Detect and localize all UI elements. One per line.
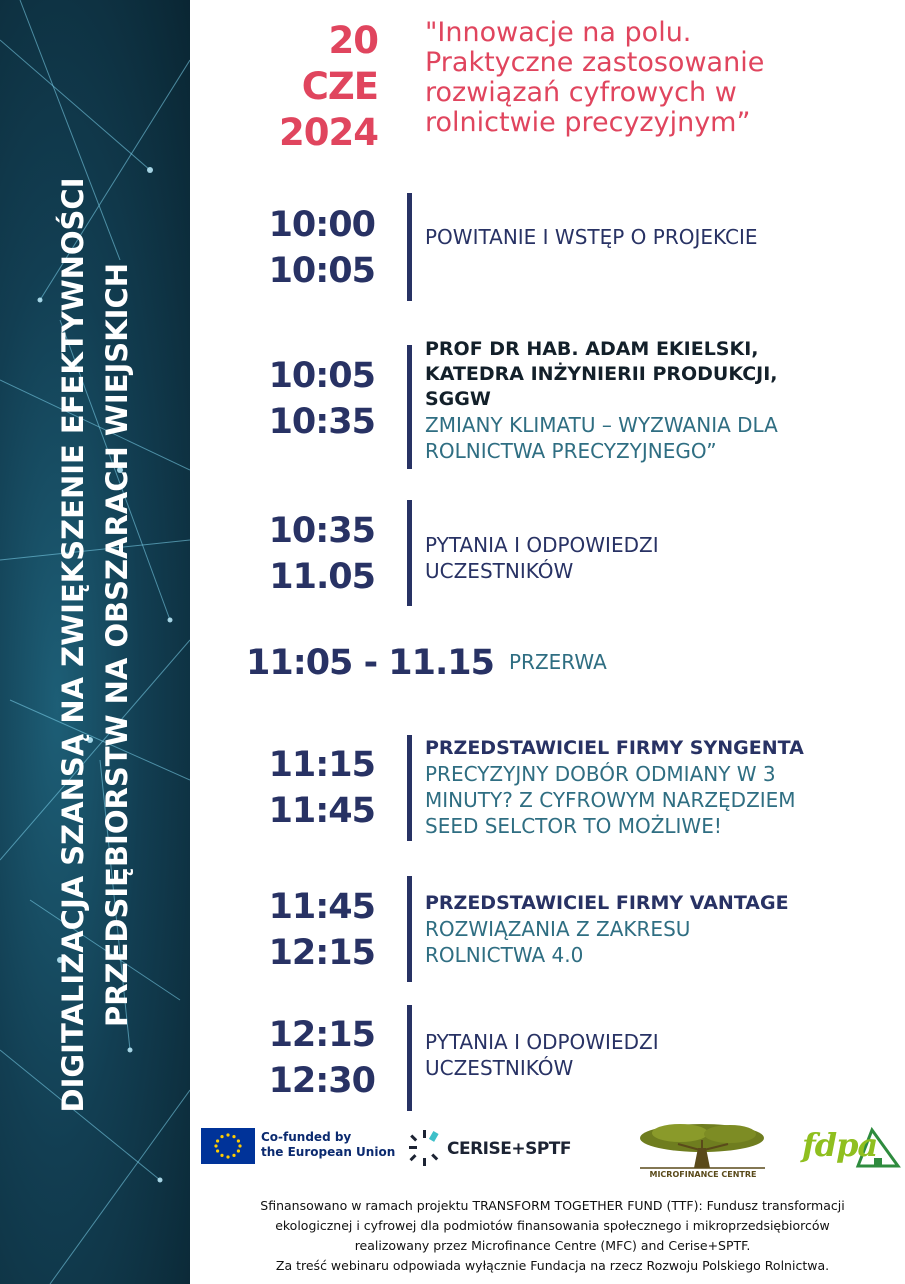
time-end: 11.05: [269, 557, 375, 597]
event-title-line: Praktyczne zastosowanie: [425, 47, 765, 78]
time-start: 11:45: [268, 887, 375, 927]
agenda-time: [215, 742, 375, 834]
time-end: 12:15: [268, 933, 375, 973]
eu-flag-icon: [201, 1128, 255, 1164]
time-start: 11:15: [268, 745, 375, 785]
agenda-text: UCZESTNIKÓW: [425, 1056, 574, 1080]
topic-line: SEED SELCTOR TO MOŻLIWE!: [425, 814, 722, 838]
sidebar-title-line-1: DIGITALIZACJA SZANSĄ NA ZWIĘKSZENIE EFEKTYWNOŚCI: [56, 177, 90, 1113]
topic-line: ZMIANY KLIMATU – WYZWANIA DLA: [425, 413, 778, 437]
topic-line: ROLNICTWA 4.0: [425, 943, 584, 967]
event-title: [425, 18, 895, 138]
footer-line: ekologicznej i cyfrowej dla podmiotów finansowania społecznego i mikroprzedsiębiorców: [275, 1218, 830, 1233]
eu-cofunded-text: [261, 1130, 395, 1160]
agenda-description: [425, 532, 895, 584]
footer-line: realizowany przez Microfinance Centre (MFC) and Cerise+SPTF.: [354, 1238, 751, 1253]
speaker-line: PROF DR HAB. ADAM EKIELSKI,: [425, 338, 759, 360]
funding-footer: [200, 1196, 905, 1276]
event-title-line: "Innowacje na polu.: [425, 17, 692, 48]
event-title-line: rozwiązań cyfrowych w: [425, 77, 737, 108]
speaker-line: PRZEDSTAWICIEL FIRMY VANTAGE: [425, 892, 789, 914]
date-month: CZE: [301, 65, 378, 108]
agenda-text: PYTANIA I ODPOWIEDZI: [425, 533, 659, 557]
agenda-description: [425, 1029, 895, 1081]
eu-text-line: Co-funded by: [261, 1130, 352, 1144]
date-year: 2024: [279, 111, 378, 154]
event-date: [250, 18, 378, 156]
topic-line: PRECYZYJNY DOBÓR ODMIANY W 3: [425, 762, 776, 786]
agenda-description: [425, 735, 895, 839]
time-end: 10:05: [268, 251, 375, 291]
topic-line: ROLNICTWA PRECYZYJNEGO”: [425, 439, 717, 463]
agenda-time: [215, 884, 375, 976]
agenda-time: [215, 202, 375, 294]
agenda-text: POWITANIE I WSTĘP O PROJEKCIE: [425, 225, 758, 249]
topic-line: MINUTY? Z CYFROWYM NARZĘDZIEM: [425, 788, 796, 812]
agenda-divider: [407, 193, 412, 301]
agenda-divider: [407, 876, 412, 982]
time-end: 11:45: [268, 791, 375, 831]
agenda-text: UCZESTNIKÓW: [425, 559, 574, 583]
agenda-divider: [407, 735, 412, 841]
microfinance-logo-text: MICROFINANCE CENTRE: [649, 1170, 757, 1179]
fdpa-logo-text: fdpa: [802, 1126, 878, 1164]
eu-text-line: the European Union: [261, 1145, 396, 1159]
agenda-time: [215, 508, 375, 600]
agenda-divider: [407, 345, 412, 469]
agenda-text: PYTANIA I ODPOWIEDZI: [425, 1030, 659, 1054]
agenda-description: [425, 890, 895, 968]
agenda-description: [425, 224, 895, 250]
sidebar-title: [51, 80, 139, 1210]
agenda-divider: [407, 500, 412, 606]
sidebar-banner: [0, 0, 190, 1284]
agenda-time: [215, 1012, 375, 1104]
footer-line: Sfinansowano w ramach projektu TRANSFORM TOGETHER FUND (TTF): Fundusz transformacji: [260, 1198, 845, 1213]
time-start: 10:00: [268, 205, 375, 245]
sidebar-title-line-2: PRZEDSIĘBIORSTW NA OBSZARACH WIEJSKICH: [100, 262, 134, 1028]
time-start: 12:15: [268, 1015, 375, 1055]
footer-line: Za treść webinaru odpowiada wyłącznie Fundacja na rzecz Rozwoju Polskiego Rolnictwa.: [275, 1258, 830, 1273]
break-time: 11:05 - 11.15: [246, 643, 495, 683]
time-start: 10:05: [268, 356, 375, 396]
time-end: 12:30: [268, 1061, 375, 1101]
agenda-description: [425, 337, 895, 464]
speaker-line: PRZEDSTAWICIEL FIRMY SYNGENTA: [425, 737, 804, 759]
time-end: 10:35: [268, 402, 375, 442]
cerise-logo-text: CERISE+SPTF: [447, 1139, 572, 1159]
speaker-line: SGGW: [425, 388, 491, 410]
agenda-divider: [407, 1005, 412, 1111]
topic-line: ROZWIĄZANIA Z ZAKRESU: [425, 917, 691, 941]
date-day: 20: [328, 19, 378, 62]
speaker-line: KATEDRA INŻYNIERII PRODUKCJI,: [425, 363, 778, 385]
agenda-time: [215, 353, 375, 445]
break-label: PRZERWA: [509, 650, 607, 674]
event-title-line: rolnictwie precyzyjnym”: [425, 107, 751, 138]
time-start: 10:35: [268, 511, 375, 551]
